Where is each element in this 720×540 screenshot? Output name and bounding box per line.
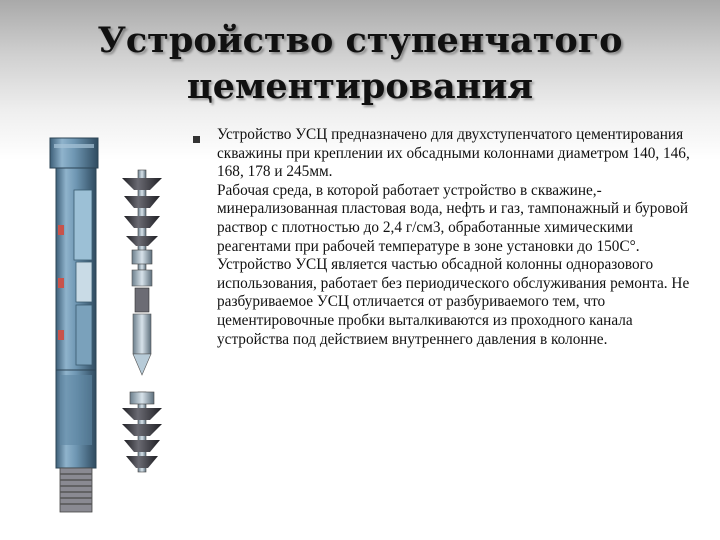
upper-cementing-plug: [122, 170, 162, 270]
slide-title-line-1: Устройство ступенчатого: [97, 20, 623, 61]
slide-title: [90, 18, 630, 110]
slide-title-line-2: цементирования: [186, 66, 534, 107]
paragraph-working-environment: Рабочая среда, в которой работает устройство в скважине,- минерализованная пластовая вода, нефть и газ, тампонажный и буровой раствор с плотностью до 2,4 г/см3, обработанные химическими реагентами при рабочей температуре в зоне установки до 150С°.: [217, 181, 689, 255]
opening-plug: [132, 270, 152, 375]
casing-tube: [50, 138, 98, 512]
cementing-device-illustration: [40, 130, 200, 520]
bullet-marker: [193, 136, 200, 143]
paragraph-purpose: Устройство УСЦ предназначено для двухступенчатого цементирования скважины при креплении их обсадными колоннами диаметром 140, 146, 168, 178 и 245мм.: [217, 126, 690, 181]
body-text: [217, 126, 691, 349]
lower-cementing-plug: [122, 392, 162, 472]
paragraph-description: Устройство УСЦ является частью обсадной колонны одноразового использования, работает без периодического обслуживания ремонта. Не разбуриваемое УСЦ отличается от разбуриваемого тем, что цементировочные пробки выталкиваются из проходного канала устройства под действием внутреннего давления в колонне.: [217, 256, 690, 348]
